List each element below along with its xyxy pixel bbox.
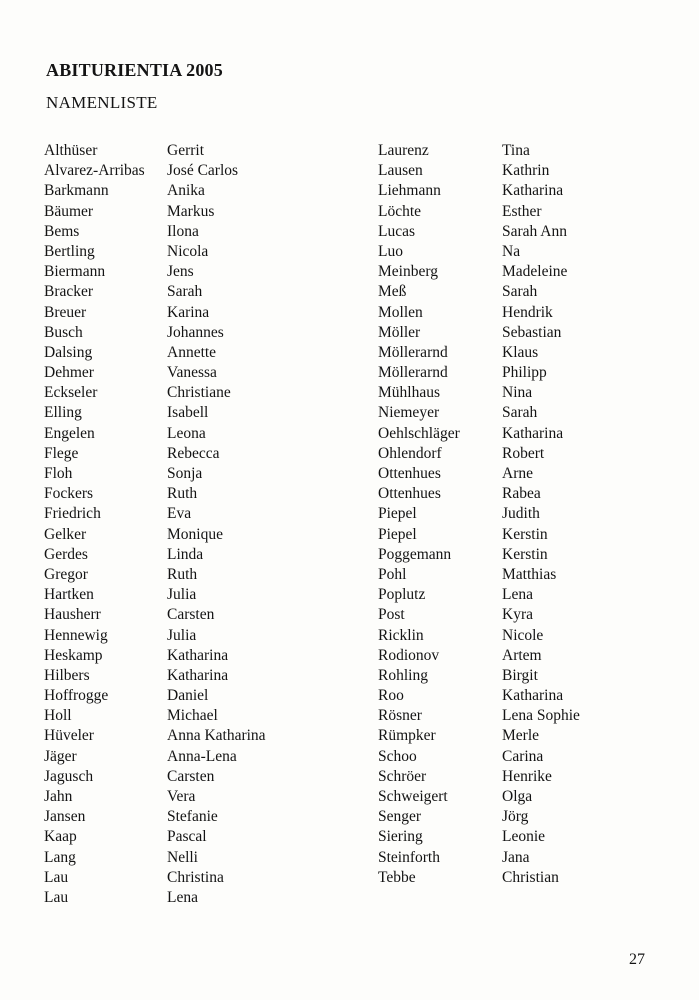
first-name: Rebecca: [167, 444, 220, 462]
last-name: Lang: [44, 848, 76, 866]
first-name: Sarah Ann: [502, 222, 568, 240]
first-name: Merle: [502, 727, 540, 745]
first-name: Arne: [502, 465, 533, 482]
last-name: Elling: [44, 404, 82, 422]
first-name: Carsten: [167, 767, 215, 785]
last-name: Hilbers: [44, 666, 90, 684]
first-name: Anna Katharina: [167, 727, 266, 745]
last-name: Bertling: [44, 242, 95, 260]
last-name: Rümpker: [378, 727, 436, 745]
first-name: Sarah: [167, 283, 203, 301]
first-name: Ilona: [167, 222, 199, 240]
first-name: Henrike: [502, 767, 552, 785]
last-name: Hartken: [44, 586, 94, 604]
first-name: Pascal: [167, 828, 207, 846]
first-name: Carsten: [167, 606, 215, 624]
last-name: Poggemann: [378, 545, 452, 563]
last-name: Flege: [44, 444, 79, 462]
first-name: Christiane: [167, 384, 231, 402]
last-name: Poplutz: [378, 586, 426, 604]
first-name: Anika: [167, 182, 205, 200]
last-name: Oehlschläger: [378, 424, 460, 442]
last-name: Schoo: [378, 747, 417, 765]
first-name: Gerrit: [167, 142, 205, 159]
last-name: Meinberg: [378, 263, 438, 281]
first-name: Michael: [167, 707, 218, 725]
first-name: Rabea: [502, 485, 541, 503]
first-name: Kerstin: [502, 525, 548, 543]
last-name: Ohlendorf: [378, 444, 442, 462]
first-name: Christina: [167, 868, 224, 886]
first-name: Kathrin: [502, 162, 550, 180]
last-name: Rösner: [378, 707, 422, 725]
first-name: Jörg: [502, 808, 529, 826]
last-name: Tebbe: [378, 868, 416, 886]
last-name: Hausherr: [44, 606, 101, 624]
first-name: Birgit: [502, 666, 538, 684]
first-name: Na: [502, 242, 521, 260]
last-name: Fockers: [44, 485, 94, 503]
last-name: Ottenhues: [378, 465, 441, 482]
last-name: Rodionov: [378, 646, 440, 664]
last-name: Heskamp: [44, 646, 103, 664]
first-name: Sebastian: [502, 323, 562, 341]
first-name: Vera: [167, 788, 196, 805]
first-name: Jana: [502, 848, 530, 866]
last-name: Hennewig: [44, 626, 108, 644]
first-name: Nicole: [502, 626, 544, 644]
page-number: 27: [629, 951, 645, 968]
last-name: Schröer: [378, 767, 427, 785]
last-name: Mollen: [378, 303, 423, 321]
first-name: Hendrik: [502, 303, 553, 321]
last-name: Breuer: [44, 303, 87, 321]
first-name: Kerstin: [502, 545, 548, 563]
last-name: Mühlhaus: [378, 384, 440, 402]
first-name: Annette: [167, 343, 217, 361]
first-name: Julia: [167, 586, 197, 604]
document-subtitle: NAMENLISTE: [46, 93, 158, 112]
first-name: Olga: [502, 788, 533, 805]
last-name: Siering: [378, 828, 423, 846]
first-name: Markus: [167, 202, 215, 220]
first-name: Julia: [167, 626, 197, 644]
first-name: Lena: [167, 888, 198, 906]
last-name: Gelker: [44, 525, 87, 543]
last-name: Laurenz: [378, 142, 429, 159]
first-name: Katharina: [502, 687, 564, 705]
last-name: Post: [378, 606, 405, 624]
last-name: Alvarez-Arribas: [44, 162, 145, 180]
first-name: Nelli: [167, 848, 198, 866]
last-name: Jäger: [44, 747, 77, 765]
first-name: Sarah: [502, 283, 538, 301]
right-last-name-column: [378, 141, 460, 888]
last-name: Hüveler: [44, 727, 94, 745]
last-name: Lau: [44, 868, 69, 886]
first-name: Johannes: [167, 323, 224, 341]
first-name: Klaus: [502, 343, 539, 361]
last-name: Biermann: [44, 263, 106, 281]
last-name: Rohling: [378, 666, 428, 684]
first-name: Judith: [502, 505, 540, 523]
first-name: Esther: [502, 202, 542, 220]
first-name: Nicola: [167, 242, 209, 260]
last-name: Löchte: [378, 202, 422, 220]
first-name: Leonie: [502, 828, 546, 846]
first-name: Linda: [167, 545, 204, 563]
left-last-name-column: [44, 141, 145, 908]
last-name: Steinforth: [378, 848, 440, 866]
last-name: Möllerarnd: [378, 364, 448, 382]
last-name: Niemeyer: [378, 404, 440, 422]
last-name: Lausen: [378, 162, 423, 180]
last-name: Roo: [378, 687, 404, 705]
first-name: Daniel: [167, 687, 209, 705]
last-name: Dalsing: [44, 343, 93, 361]
first-name: Philipp: [502, 364, 547, 382]
first-name: Katharina: [502, 182, 564, 200]
last-name: Schweigert: [378, 788, 448, 805]
first-name: Artem: [502, 646, 542, 664]
first-name: Katharina: [502, 424, 564, 442]
last-name: Engelen: [44, 424, 95, 442]
last-name: Bems: [44, 222, 80, 240]
first-name: Carina: [502, 747, 544, 765]
first-name: José Carlos: [167, 162, 239, 180]
last-name: Ottenhues: [378, 485, 441, 503]
last-name: Liehmann: [378, 182, 441, 200]
last-name: Dehmer: [44, 364, 94, 382]
last-name: Möller: [378, 323, 421, 341]
last-name: Ricklin: [378, 626, 424, 644]
first-name: Tina: [502, 142, 530, 159]
last-name: Bäumer: [44, 202, 94, 220]
first-name: Leona: [167, 424, 206, 442]
last-name: Pohl: [378, 565, 407, 583]
first-name: Isabell: [167, 404, 209, 422]
last-name: Althüser: [44, 142, 98, 159]
last-name: Senger: [378, 808, 422, 826]
first-name: Matthias: [502, 565, 557, 583]
first-name: Karina: [167, 303, 210, 321]
last-name: Bracker: [44, 283, 94, 301]
last-name: Hoffrogge: [44, 687, 109, 705]
last-name: Friedrich: [44, 505, 101, 523]
first-name: Robert: [502, 444, 545, 462]
first-name: Monique: [167, 525, 223, 543]
left-first-name-column: [167, 141, 266, 908]
last-name: Piepel: [378, 505, 417, 523]
last-name: Lucas: [378, 222, 416, 240]
first-name: Ruth: [167, 565, 198, 583]
last-name: Barkmann: [44, 182, 109, 200]
first-name: Anna-Lena: [167, 747, 237, 765]
first-name: Lena Sophie: [502, 707, 580, 725]
first-name: Stefanie: [167, 808, 218, 826]
first-name: Katharina: [167, 666, 229, 684]
first-name: Ruth: [167, 485, 198, 503]
first-name: Katharina: [167, 646, 229, 664]
first-name: Sarah: [502, 404, 538, 422]
last-name: Möllerarnd: [378, 343, 448, 361]
last-name: Jahn: [44, 788, 73, 805]
last-name: Kaap: [44, 828, 77, 846]
first-name: Jens: [167, 263, 194, 281]
first-name: Nina: [502, 384, 533, 402]
first-name: Kyra: [502, 606, 533, 624]
last-name: Gregor: [44, 565, 88, 583]
first-name: Lena: [502, 586, 533, 604]
first-name: Eva: [167, 505, 192, 523]
last-name: Lau: [44, 888, 69, 906]
last-name: Gerdes: [44, 545, 88, 563]
last-name: Holl: [44, 707, 72, 725]
last-name: Floh: [44, 465, 73, 482]
last-name: Busch: [44, 323, 83, 341]
last-name: Eckseler: [44, 384, 98, 402]
first-name: Christian: [502, 868, 559, 886]
last-name: Piepel: [378, 525, 417, 543]
last-name: Meß: [378, 283, 407, 301]
first-name: Vanessa: [167, 364, 217, 382]
document-title: ABITURIENTIA 2005: [46, 60, 223, 80]
last-name: Jansen: [44, 808, 86, 826]
last-name: Jagusch: [44, 767, 94, 785]
right-first-name-column: [502, 141, 580, 888]
first-name: Madeleine: [502, 263, 568, 281]
last-name: Luo: [378, 242, 403, 260]
first-name: Sonja: [167, 465, 203, 482]
